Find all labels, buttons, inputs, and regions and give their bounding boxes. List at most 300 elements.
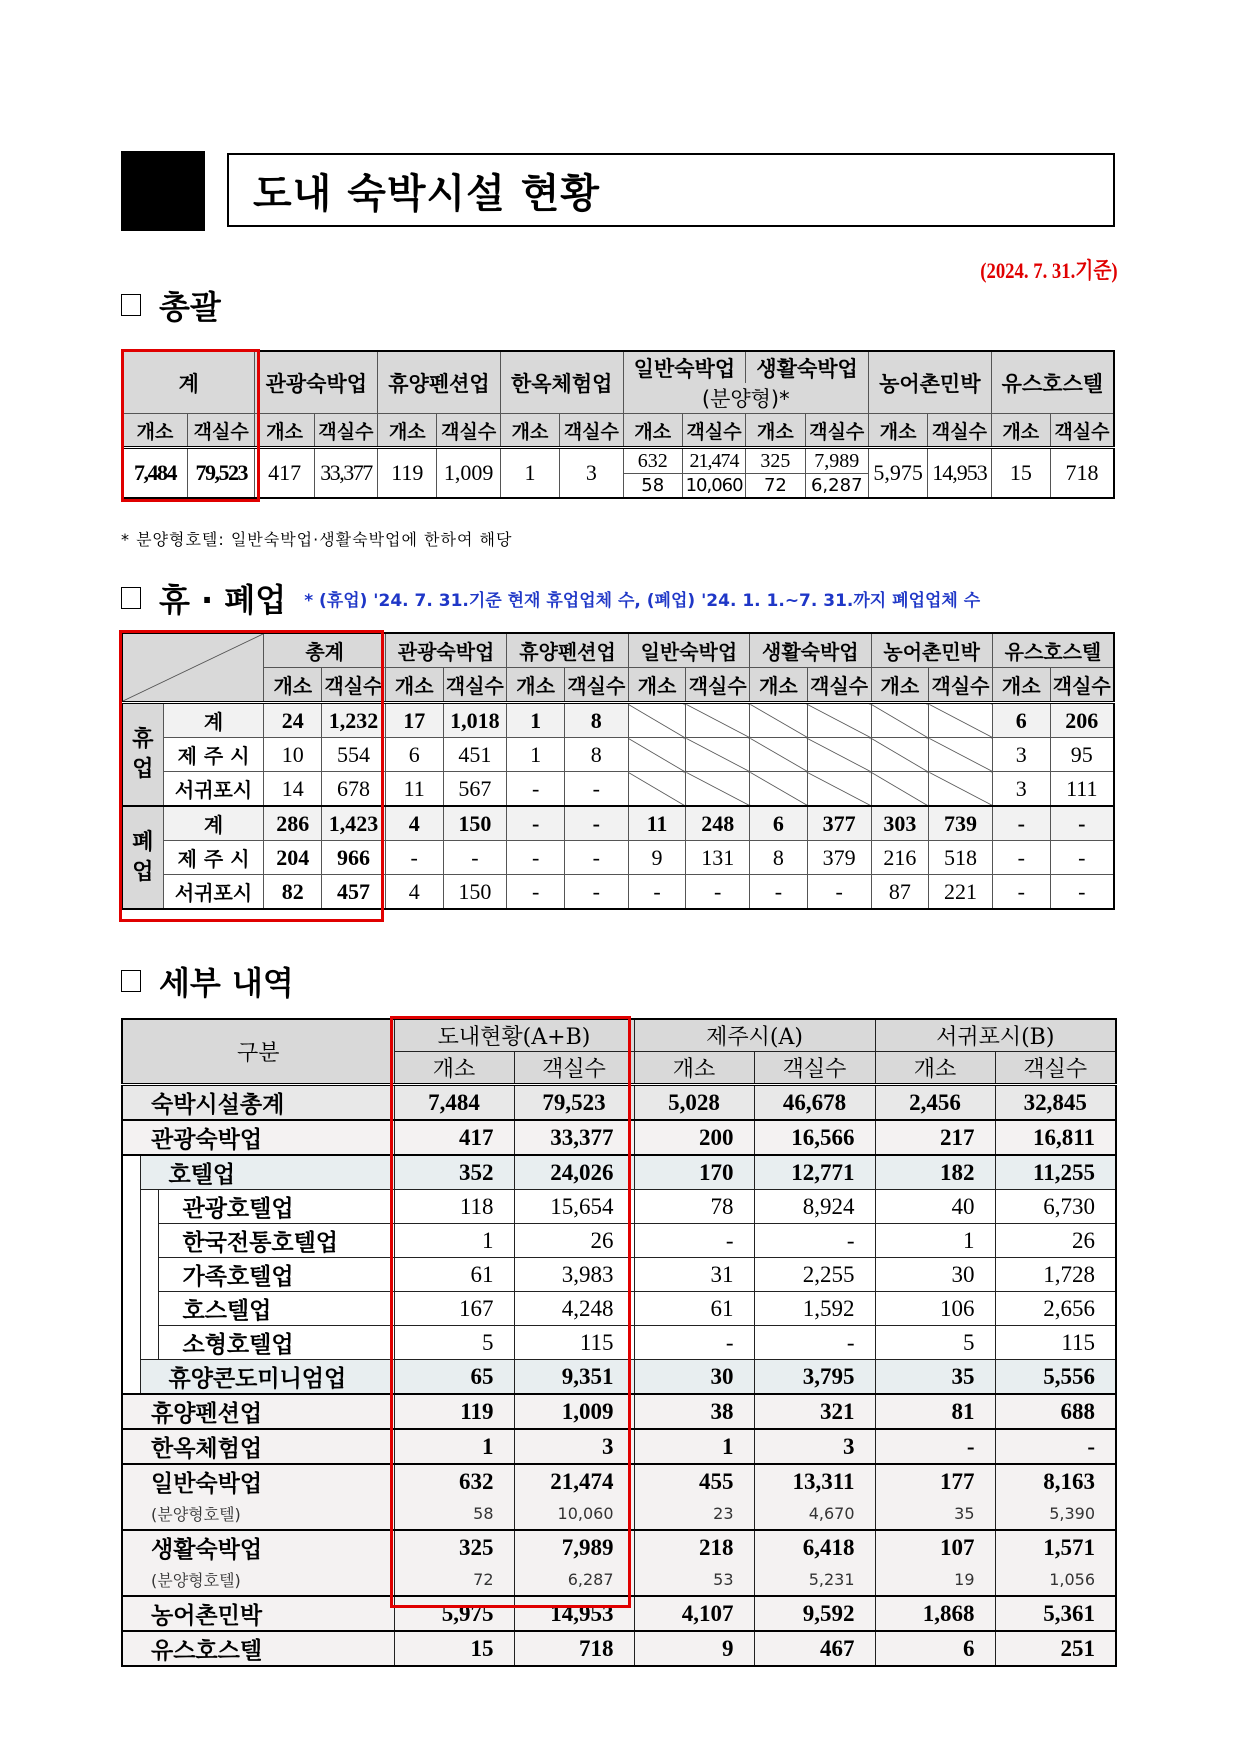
value-cell: 8 <box>564 738 628 772</box>
detail-row <box>122 1258 1116 1292</box>
value-cell: 17 <box>385 703 443 738</box>
detail-row <box>122 1564 1116 1596</box>
tourism-count: 417 <box>255 448 314 498</box>
col-seogwipo: 서귀포시(B) <box>875 1019 1116 1052</box>
row-label: 관광호텔업 <box>158 1190 394 1224</box>
general-rooms: 21,474 <box>682 448 745 474</box>
value-cell: 2,255 <box>754 1258 875 1292</box>
col-category: 구분 <box>122 1019 394 1085</box>
value-cell: 21,474 <box>514 1464 634 1498</box>
col-youth: 유스호스텔 <box>992 633 1114 668</box>
not-applicable-cell <box>807 738 871 772</box>
value-cell: 72 <box>394 1564 514 1596</box>
sub-count: 개소 <box>634 1052 754 1085</box>
value-cell: 12,771 <box>754 1155 875 1190</box>
value-cell: 321 <box>754 1394 875 1429</box>
indent-spacer <box>122 1360 140 1395</box>
indent-spacer <box>140 1258 158 1292</box>
closure-row <box>122 806 1114 841</box>
residence-count: 325 <box>746 448 805 474</box>
col-farm: 농어촌민박 <box>868 351 991 414</box>
sub-rooms: 객실수 <box>754 1052 875 1085</box>
value-cell: - <box>750 875 808 910</box>
value-cell: 1 <box>394 1429 514 1464</box>
value-cell: - <box>992 875 1050 910</box>
value-cell: 78 <box>634 1190 754 1224</box>
indent-spacer <box>122 1326 140 1360</box>
value-cell: 8 <box>564 703 628 738</box>
col-general: 일반숙박업 <box>628 633 749 668</box>
hanok-rooms: 3 <box>560 448 623 498</box>
not-applicable-cell <box>807 703 871 738</box>
not-applicable-cell <box>929 738 993 772</box>
closure-row <box>122 875 1114 910</box>
col-tourism: 관광숙박업 <box>255 351 378 414</box>
row-label: 유스호스텔 <box>122 1631 394 1666</box>
not-applicable-cell <box>871 703 929 738</box>
detail-row <box>122 1085 1116 1121</box>
sub-count: 개소 <box>628 668 686 703</box>
value-cell: - <box>875 1429 995 1464</box>
col-residence: 생활숙박업 <box>746 351 869 383</box>
detail-row <box>122 1464 1116 1498</box>
value-cell: 567 <box>443 772 507 807</box>
value-cell: 1,592 <box>754 1292 875 1326</box>
value-cell: 966 <box>322 841 386 875</box>
title-black-block <box>121 151 205 231</box>
value-cell: 1,009 <box>514 1394 634 1429</box>
value-cell: 5 <box>875 1326 995 1360</box>
sub-count: 개소 <box>264 668 322 703</box>
value-cell: 8,924 <box>754 1190 875 1224</box>
value-cell: 10 <box>264 738 322 772</box>
value-cell: 14 <box>264 772 322 807</box>
detail-row <box>122 1530 1116 1564</box>
value-cell: 554 <box>322 738 386 772</box>
sub-count: 개소 <box>875 1052 995 1085</box>
value-cell: 417 <box>394 1120 514 1155</box>
value-cell: 678 <box>322 772 386 807</box>
value-cell: 9 <box>628 841 686 875</box>
section-title: 총괄 <box>159 288 221 326</box>
col-jeju: 제주시(A) <box>634 1019 875 1052</box>
value-cell: 46,678 <box>754 1085 875 1121</box>
value-cell: 1,571 <box>995 1530 1116 1564</box>
value-cell: 1 <box>507 738 565 772</box>
value-cell: 1 <box>634 1429 754 1464</box>
sub-rooms: 객실수 <box>929 668 993 703</box>
col-general: 일반숙박업 <box>623 351 746 383</box>
detail-row <box>122 1190 1116 1224</box>
sub-rooms: 객실수 <box>1050 414 1114 448</box>
total-rooms: 79,523 <box>187 448 255 498</box>
value-cell: 58 <box>394 1498 514 1530</box>
value-cell: 61 <box>634 1292 754 1326</box>
value-cell: 8,163 <box>995 1464 1116 1498</box>
row-label: 계 <box>163 806 264 841</box>
value-cell: 5 <box>394 1326 514 1360</box>
value-cell: - <box>807 875 871 910</box>
value-cell: 26 <box>995 1224 1116 1258</box>
not-applicable-cell <box>686 703 750 738</box>
value-cell: 3 <box>514 1429 634 1464</box>
value-cell: 182 <box>875 1155 995 1190</box>
residence-bunyang-count: 72 <box>746 474 805 498</box>
tourism-rooms: 33,377 <box>314 448 377 498</box>
detail-row <box>122 1120 1116 1155</box>
value-cell: 5,361 <box>995 1596 1116 1631</box>
row-label: 휴양콘도미니엄업 <box>140 1360 394 1395</box>
value-cell: 5,390 <box>995 1498 1116 1530</box>
residence-bunyang-rooms: 6,287 <box>805 474 868 498</box>
sub-rooms: 객실수 <box>564 668 628 703</box>
value-cell: 107 <box>875 1530 995 1564</box>
value-cell: 3 <box>992 738 1050 772</box>
value-cell: 518 <box>929 841 993 875</box>
checkbox-square-icon <box>121 970 141 992</box>
row-label: 서귀포시 <box>163 772 264 807</box>
value-cell: 718 <box>514 1631 634 1666</box>
sub-count: 개소 <box>750 668 808 703</box>
value-cell: 16,566 <box>754 1120 875 1155</box>
value-cell: 4,107 <box>634 1596 754 1631</box>
value-cell: 206 <box>1050 703 1114 738</box>
row-label: 호텔업 <box>140 1155 394 1190</box>
value-cell: 2,456 <box>875 1085 995 1121</box>
value-cell: 35 <box>875 1498 995 1530</box>
value-cell: 4,670 <box>754 1498 875 1530</box>
detail-row <box>122 1155 1116 1190</box>
value-cell: 218 <box>634 1530 754 1564</box>
value-cell: 24,026 <box>514 1155 634 1190</box>
sub-rooms: 객실수 <box>437 414 500 448</box>
value-cell: 3 <box>992 772 1050 807</box>
row-label: 휴양펜션업 <box>122 1394 394 1429</box>
value-cell: 30 <box>634 1360 754 1395</box>
general-count: 632 <box>623 448 682 474</box>
value-cell: 455 <box>634 1464 754 1498</box>
value-cell: 5,556 <box>995 1360 1116 1395</box>
value-cell: 9,351 <box>514 1360 634 1395</box>
closure-table <box>121 632 1115 910</box>
value-cell: 216 <box>871 841 929 875</box>
sub-rooms: 객실수 <box>807 668 871 703</box>
youth-count: 15 <box>991 448 1050 498</box>
value-cell: - <box>507 772 565 807</box>
indent-spacer <box>122 1224 140 1258</box>
value-cell: 26 <box>514 1224 634 1258</box>
sub-count: 개소 <box>255 414 314 448</box>
value-cell: 35 <box>875 1360 995 1395</box>
row-label: 한국전통호텔업 <box>158 1224 394 1258</box>
value-cell: 79,523 <box>514 1085 634 1121</box>
value-cell: 325 <box>394 1530 514 1564</box>
value-cell: 81 <box>875 1394 995 1429</box>
value-cell: - <box>507 875 565 910</box>
sub-rooms: 객실수 <box>443 668 507 703</box>
value-cell: 251 <box>995 1631 1116 1666</box>
value-cell: 32,845 <box>995 1085 1116 1121</box>
sub-count: 개소 <box>385 668 443 703</box>
value-cell: 4 <box>385 875 443 910</box>
row-label: (분양형호텔) <box>122 1564 394 1596</box>
as-of-date: (2024. 7. 31.기준) <box>980 258 1118 283</box>
col-pension: 휴양펜션업 <box>378 351 501 414</box>
value-cell: - <box>634 1326 754 1360</box>
value-cell: 119 <box>394 1394 514 1429</box>
value-cell: 1 <box>507 703 565 738</box>
indent-spacer <box>122 1155 140 1190</box>
value-cell: 15 <box>394 1631 514 1666</box>
value-cell: 38 <box>634 1394 754 1429</box>
value-cell: - <box>443 841 507 875</box>
detail-row <box>122 1224 1116 1258</box>
col-total: 총계 <box>264 633 385 668</box>
value-cell: 106 <box>875 1292 995 1326</box>
value-cell: - <box>564 841 628 875</box>
value-cell: 9,592 <box>754 1596 875 1631</box>
value-cell: 150 <box>443 806 507 841</box>
value-cell: 53 <box>634 1564 754 1596</box>
summary-table <box>121 350 1115 499</box>
sub-rooms: 객실수 <box>187 414 255 448</box>
sub-rooms: 객실수 <box>928 414 991 448</box>
not-applicable-cell <box>750 772 808 807</box>
value-cell: - <box>564 806 628 841</box>
col-farm: 농어촌민박 <box>871 633 992 668</box>
value-cell: 82 <box>264 875 322 910</box>
pension-count: 119 <box>378 448 437 498</box>
value-cell: 33,377 <box>514 1120 634 1155</box>
detail-row <box>122 1292 1116 1326</box>
sub-rooms: 객실수 <box>1050 668 1114 703</box>
value-cell: 65 <box>394 1360 514 1395</box>
row-label: 서귀포시 <box>163 875 264 910</box>
row-label: 숙박시설총계 <box>122 1085 394 1121</box>
col-pension: 휴양펜션업 <box>507 633 628 668</box>
not-applicable-cell <box>750 738 808 772</box>
value-cell: 16,811 <box>995 1120 1116 1155</box>
value-cell: 6 <box>992 703 1050 738</box>
value-cell: 167 <box>394 1292 514 1326</box>
indent-spacer <box>122 1190 140 1224</box>
value-cell: 115 <box>514 1326 634 1360</box>
sub-count: 개소 <box>507 668 565 703</box>
sub-count: 개소 <box>623 414 682 448</box>
indent-spacer <box>122 1258 140 1292</box>
row-label: 계 <box>163 703 264 738</box>
row-label: 농어촌민박 <box>122 1596 394 1631</box>
value-cell: 3,983 <box>514 1258 634 1292</box>
value-cell: 6 <box>385 738 443 772</box>
detail-row <box>122 1394 1116 1429</box>
value-cell: 7,989 <box>514 1530 634 1564</box>
total-count: 7,484 <box>122 448 187 498</box>
value-cell: 688 <box>995 1394 1116 1429</box>
value-cell: 10,060 <box>514 1498 634 1530</box>
row-label: 일반숙박업 <box>122 1464 394 1498</box>
row-label: 제 주 시 <box>163 841 264 875</box>
not-applicable-cell <box>929 772 993 807</box>
value-cell: 6 <box>875 1631 995 1666</box>
value-cell: 6,287 <box>514 1564 634 1596</box>
value-cell: 3,795 <box>754 1360 875 1395</box>
value-cell: - <box>628 875 686 910</box>
section-detail-heading <box>121 958 294 1004</box>
row-label: 생활숙박업 <box>122 1530 394 1564</box>
value-cell: 451 <box>443 738 507 772</box>
value-cell: 1,728 <box>995 1258 1116 1292</box>
value-cell: 8 <box>750 841 808 875</box>
section-summary-heading <box>121 282 221 328</box>
value-cell: 303 <box>871 806 929 841</box>
value-cell: 111 <box>1050 772 1114 807</box>
row-label: 관광숙박업 <box>122 1120 394 1155</box>
farm-rooms: 14,953 <box>928 448 991 498</box>
closure-row <box>122 703 1114 738</box>
value-cell: - <box>992 841 1050 875</box>
value-cell: 6,418 <box>754 1530 875 1564</box>
not-applicable-cell <box>807 772 871 807</box>
value-cell: 467 <box>754 1631 875 1666</box>
youth-rooms: 718 <box>1050 448 1114 498</box>
sub-count: 개소 <box>394 1052 514 1085</box>
corner-diagonal-cell <box>122 633 264 703</box>
detail-row <box>122 1498 1116 1530</box>
closure-row <box>122 772 1114 807</box>
value-cell: 150 <box>443 875 507 910</box>
value-cell: 40 <box>875 1190 995 1224</box>
value-cell: 632 <box>394 1464 514 1498</box>
indent-spacer <box>140 1190 158 1224</box>
value-cell: 204 <box>264 841 322 875</box>
sub-count: 개소 <box>991 414 1050 448</box>
sub-count: 개소 <box>378 414 437 448</box>
residence-rooms: 7,989 <box>805 448 868 474</box>
sub-count: 개소 <box>746 414 805 448</box>
indent-spacer <box>140 1292 158 1326</box>
not-applicable-cell <box>628 738 686 772</box>
value-cell: 200 <box>634 1120 754 1155</box>
value-cell: 1 <box>394 1224 514 1258</box>
value-cell: 170 <box>634 1155 754 1190</box>
group-label: 폐업 <box>122 806 163 909</box>
sub-rooms: 객실수 <box>560 414 623 448</box>
value-cell: - <box>385 841 443 875</box>
value-cell: 4 <box>385 806 443 841</box>
closure-row <box>122 841 1114 875</box>
value-cell: 13,311 <box>754 1464 875 1498</box>
section-title: 휴 · 폐업 <box>159 581 287 619</box>
indent-spacer <box>122 1292 140 1326</box>
value-cell: 31 <box>634 1258 754 1292</box>
value-cell: 3 <box>754 1429 875 1464</box>
value-cell: 457 <box>322 875 386 910</box>
value-cell: 5,975 <box>394 1596 514 1631</box>
sub-count: 개소 <box>500 414 559 448</box>
checkbox-square-icon <box>121 294 141 316</box>
value-cell: 7,484 <box>394 1085 514 1121</box>
page-title: 도내 숙박시설 현황 <box>227 153 1115 227</box>
value-cell: 87 <box>871 875 929 910</box>
value-cell: 1,232 <box>322 703 386 738</box>
pension-rooms: 1,009 <box>437 448 500 498</box>
not-applicable-cell <box>750 703 808 738</box>
value-cell: 1,423 <box>322 806 386 841</box>
general-bunyang-count: 58 <box>623 474 682 498</box>
value-cell: 6,730 <box>995 1190 1116 1224</box>
detail-row <box>122 1360 1116 1395</box>
row-label: 한옥체험업 <box>122 1429 394 1464</box>
detail-row <box>122 1326 1116 1360</box>
closure-row <box>122 738 1114 772</box>
indent-spacer <box>140 1224 158 1258</box>
sub-rooms: 객실수 <box>805 414 868 448</box>
row-label: 제 주 시 <box>163 738 264 772</box>
value-cell: 4,248 <box>514 1292 634 1326</box>
detail-row <box>122 1429 1116 1464</box>
value-cell: 217 <box>875 1120 995 1155</box>
value-cell: - <box>634 1224 754 1258</box>
value-cell: 377 <box>807 806 871 841</box>
value-cell: 115 <box>995 1326 1116 1360</box>
not-applicable-cell <box>686 738 750 772</box>
value-cell: 24 <box>264 703 322 738</box>
row-label: 소형호텔업 <box>158 1326 394 1360</box>
value-cell: 23 <box>634 1498 754 1530</box>
value-cell: 11 <box>385 772 443 807</box>
value-cell: 352 <box>394 1155 514 1190</box>
value-cell: - <box>995 1429 1116 1464</box>
value-cell: - <box>754 1326 875 1360</box>
value-cell: 15,654 <box>514 1190 634 1224</box>
sub-rooms: 객실수 <box>686 668 750 703</box>
value-cell: 1,018 <box>443 703 507 738</box>
farm-count: 5,975 <box>868 448 927 498</box>
footnote: * 분양형호텔: 일반숙박업·생활숙박업에 한하여 해당 <box>121 530 513 549</box>
not-applicable-cell <box>686 772 750 807</box>
value-cell: 19 <box>875 1564 995 1596</box>
value-cell: - <box>564 772 628 807</box>
detail-table <box>121 1018 1117 1667</box>
hanok-count: 1 <box>500 448 559 498</box>
general-bunyang-rooms: 10,060 <box>682 474 745 498</box>
value-cell: 61 <box>394 1258 514 1292</box>
indent-spacer <box>140 1326 158 1360</box>
value-cell: 2,656 <box>995 1292 1116 1326</box>
value-cell: 177 <box>875 1464 995 1498</box>
value-cell: 11,255 <box>995 1155 1116 1190</box>
col-youth: 유스호스텔 <box>991 351 1114 414</box>
value-cell: 14,953 <box>514 1596 634 1631</box>
sub-count: 개소 <box>871 668 929 703</box>
col-residence: 생활숙박업 <box>750 633 871 668</box>
sub-count: 개소 <box>122 414 187 448</box>
value-cell: 11 <box>628 806 686 841</box>
col-province-total: 도내현황(A+B) <box>394 1019 634 1052</box>
value-cell: - <box>992 806 1050 841</box>
value-cell: - <box>507 806 565 841</box>
section-title: 세부 내역 <box>159 964 294 1002</box>
sub-rooms: 객실수 <box>322 668 386 703</box>
value-cell: 379 <box>807 841 871 875</box>
sub-count: 개소 <box>868 414 927 448</box>
value-cell: - <box>1050 875 1114 910</box>
value-cell: - <box>686 875 750 910</box>
sub-rooms: 객실수 <box>682 414 745 448</box>
sub-rooms: 객실수 <box>314 414 377 448</box>
sub-count: 개소 <box>992 668 1050 703</box>
